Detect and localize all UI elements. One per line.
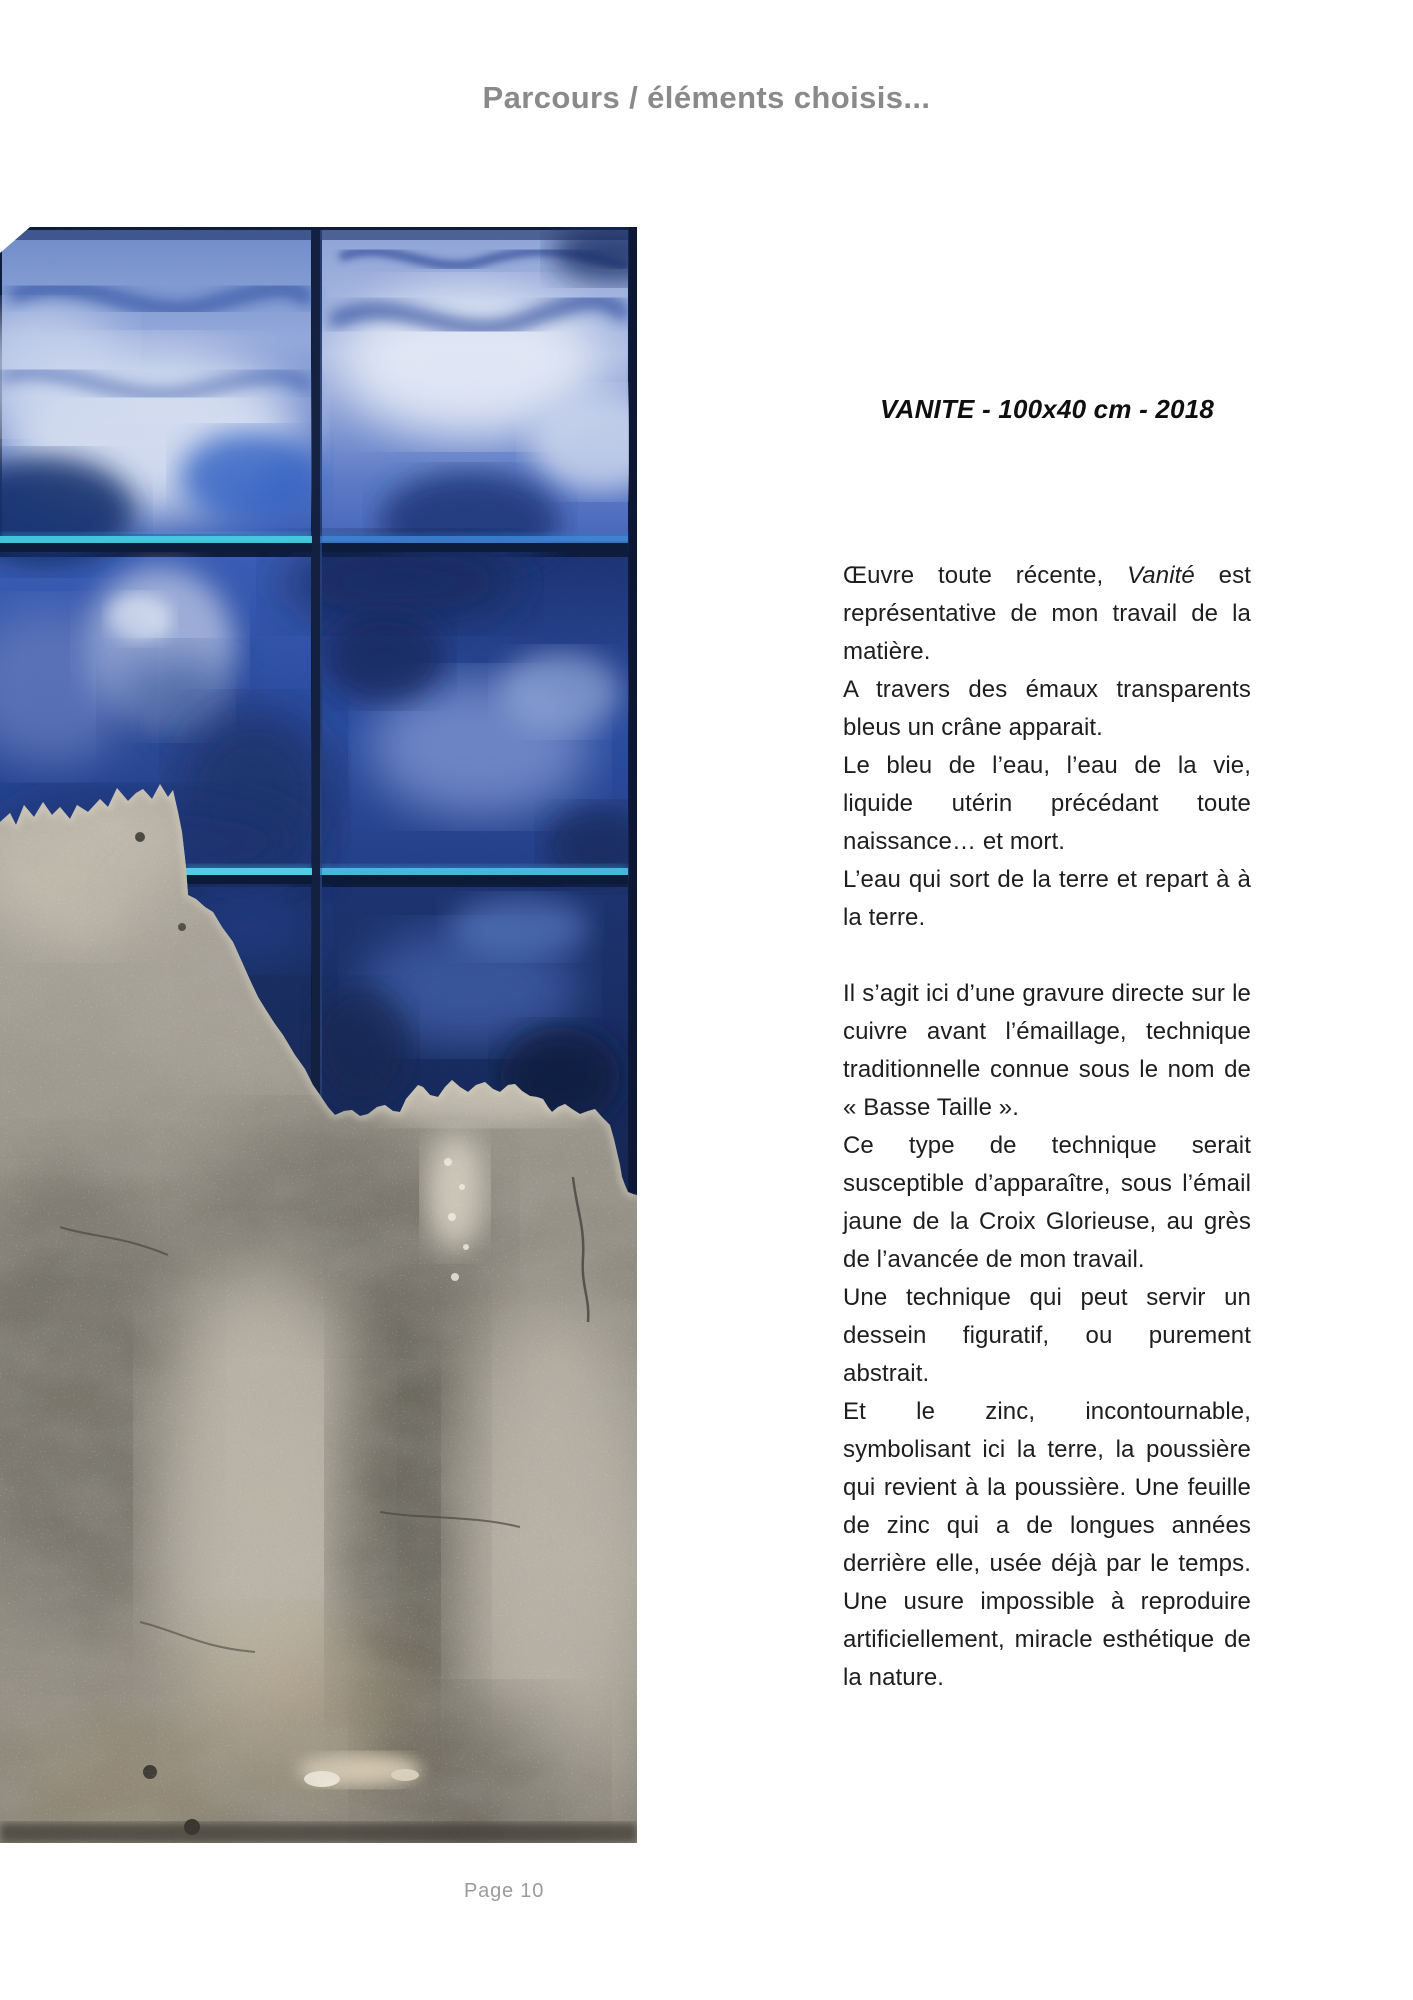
artwork-photo — [0, 227, 637, 1843]
paragraph-text: est représentative de mon travail de la matière. — [843, 562, 1251, 665]
page-title: Parcours / éléments choisis... — [482, 80, 931, 115]
paragraph-eau: L’eau qui sort de la terre et repart à à la terre. — [843, 866, 1251, 931]
artwork-title: VANITE - 100x40 cm - 2018 — [879, 394, 1215, 424]
body-text — [843, 557, 1251, 1697]
paragraph-zinc: Et le zinc, incontournable, symbolisant ici la terre, la poussière qui revient à la poussière. Une feuille de zinc qui a de longues années derrière elle, usée déjà par le temps. Une usure impossible à reproduire artificiellement, miracle esthétique de la nature. — [843, 1398, 1251, 1691]
paragraph-oeuvre — [843, 557, 1251, 671]
paragraph-gravure: Il s’agit ici d’une gravure directe sur le cuivre avant l’émaillage, technique traditionnelle connue sous le nom de « Basse Taille ». — [843, 980, 1251, 1121]
page-number: Page 10 — [464, 1880, 545, 1902]
paragraph-dessein: Une technique qui peut servir un dessein figuratif, ou purement abstrait. — [843, 1284, 1251, 1387]
paragraph-text: Œuvre toute récente, — [843, 562, 1128, 589]
paragraph-emaux: A travers des émaux transparents bleus un crâne apparait. — [843, 676, 1251, 741]
paragraph-bleu: Le bleu de l’eau, l’eau de la vie, liquide utérin précédant toute naissance… et mort. — [843, 752, 1251, 855]
film-grain — [0, 227, 637, 1843]
artwork-name-italic: Vanité — [1127, 562, 1195, 589]
paragraph-technique: Ce type de technique serait susceptible d’apparaître, sous l’émail jaune de la Croix Glorieuse, au grès de l’avancée de mon travail. — [843, 1132, 1251, 1273]
artwork-image — [0, 227, 637, 1843]
